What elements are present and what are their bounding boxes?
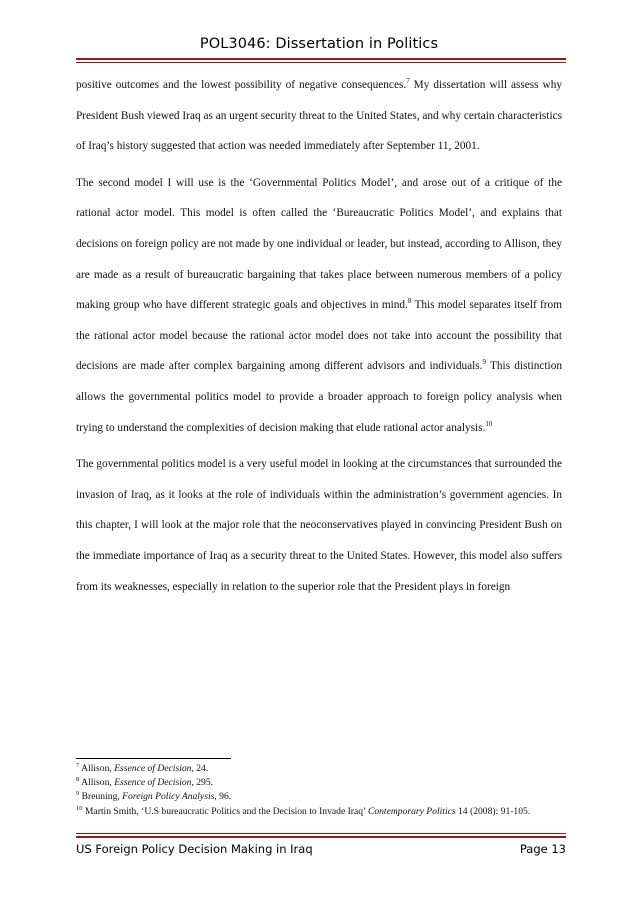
footnote-pages: , 24.: [191, 763, 209, 774]
page-footer: [76, 842, 566, 856]
header-rule-thin: [76, 62, 566, 63]
footnote-title: Foreign Policy Analysis: [122, 791, 215, 803]
footnote: [76, 762, 562, 776]
page-number: Page 13: [519, 842, 566, 856]
footer-document-title: US Foreign Policy Decision Making in Iraq: [76, 842, 313, 856]
footnote-author: Allison,: [81, 777, 115, 789]
footnote-separator: [76, 758, 231, 759]
footnote-number: 8: [76, 776, 80, 784]
footnote-number: 9: [76, 790, 80, 798]
header-rule: [76, 58, 566, 60]
footnote: [76, 776, 562, 790]
paragraph-2-text-a: The second model I will use is the ‘Governmental Politics Model’, and arose out of a critique of the rational actor model. This model is often called the ‘Bureaucratic Politics Model’, and explains that decisions on foreign policy are not made by one individual or leader, but instead, according to Allison, they are made as a result of bureaucratic bargaining that takes place between numerous members of a policy making group who have different strategic goals and objectives in mind.: [76, 176, 562, 312]
paragraph-2-text-c: This distinction allows the governmental politics model to provide a broader approach to foreign policy analysis when trying to understand the complexities of decision making that elude rational actor analysis.: [76, 360, 562, 434]
footnote-ref-8: 8: [407, 297, 412, 306]
footnote: [76, 805, 562, 819]
footer-rule: [76, 836, 566, 838]
footnote-title: Essence of Decision: [114, 763, 192, 774]
footnote-author: Martin Smith, ‘U.S bureaucratic Politics and the Decision to Invade Iraq’: [84, 805, 368, 817]
paragraph-2: [76, 168, 562, 443]
footnote-pages: 14 (2008): 91-105.: [455, 805, 531, 817]
footnote-pages: , 295.: [191, 777, 214, 789]
footnote-number: 10: [76, 804, 83, 812]
footer-rule-thin: [76, 833, 566, 834]
footnote-author: Breuning,: [81, 791, 123, 803]
footnote-pages: , 96.: [214, 791, 232, 803]
paragraph-1-text-b: My dissertation will assess why President Bush viewed Iraq as an urgent security threat to the United States, and why certain characteristics of Iraq’s history suggested that action was needed immediately after September 11, 2001.: [76, 79, 562, 153]
footnote-ref-7: 7: [406, 77, 410, 85]
page-header-title: POL3046: Dissertation in Politics: [199, 36, 439, 52]
footnote-ref-10: 10: [485, 419, 493, 428]
footnote: [76, 790, 562, 804]
paragraph-2-text-b: This model separates itself from the rational actor model because the rational actor model does not take into account the possibility that decisions are made after complex bargaining among different advisors and individuals.: [76, 299, 562, 373]
footnote-number: 7: [76, 762, 80, 769]
footnote-ref-9: 9: [482, 358, 486, 367]
footnotes: [76, 762, 562, 819]
body-text: [76, 70, 562, 602]
footnote-title: Contemporary Politics: [367, 805, 456, 817]
footnote-title: Essence of Decision: [114, 777, 192, 789]
footnote-author: Allison,: [81, 763, 115, 774]
paragraph-1-text-a: positive outcomes and the lowest possibility of negative consequences.: [76, 79, 407, 91]
paragraph-3: The governmental politics model is a very useful model in looking at the circumstances that surrounded the invasion of Iraq, as it looks at the role of individuals within the administration’s government agencies. In this chapter, I will look at the major role that the neoconservatives played in convincing President Bush on the immediate importance of Iraq as a security threat to the United States. However, this model also suffers from its weaknesses, especially in relation to the superior role that the President plays in foreign: [76, 458, 562, 593]
paragraph-1: [76, 70, 562, 162]
